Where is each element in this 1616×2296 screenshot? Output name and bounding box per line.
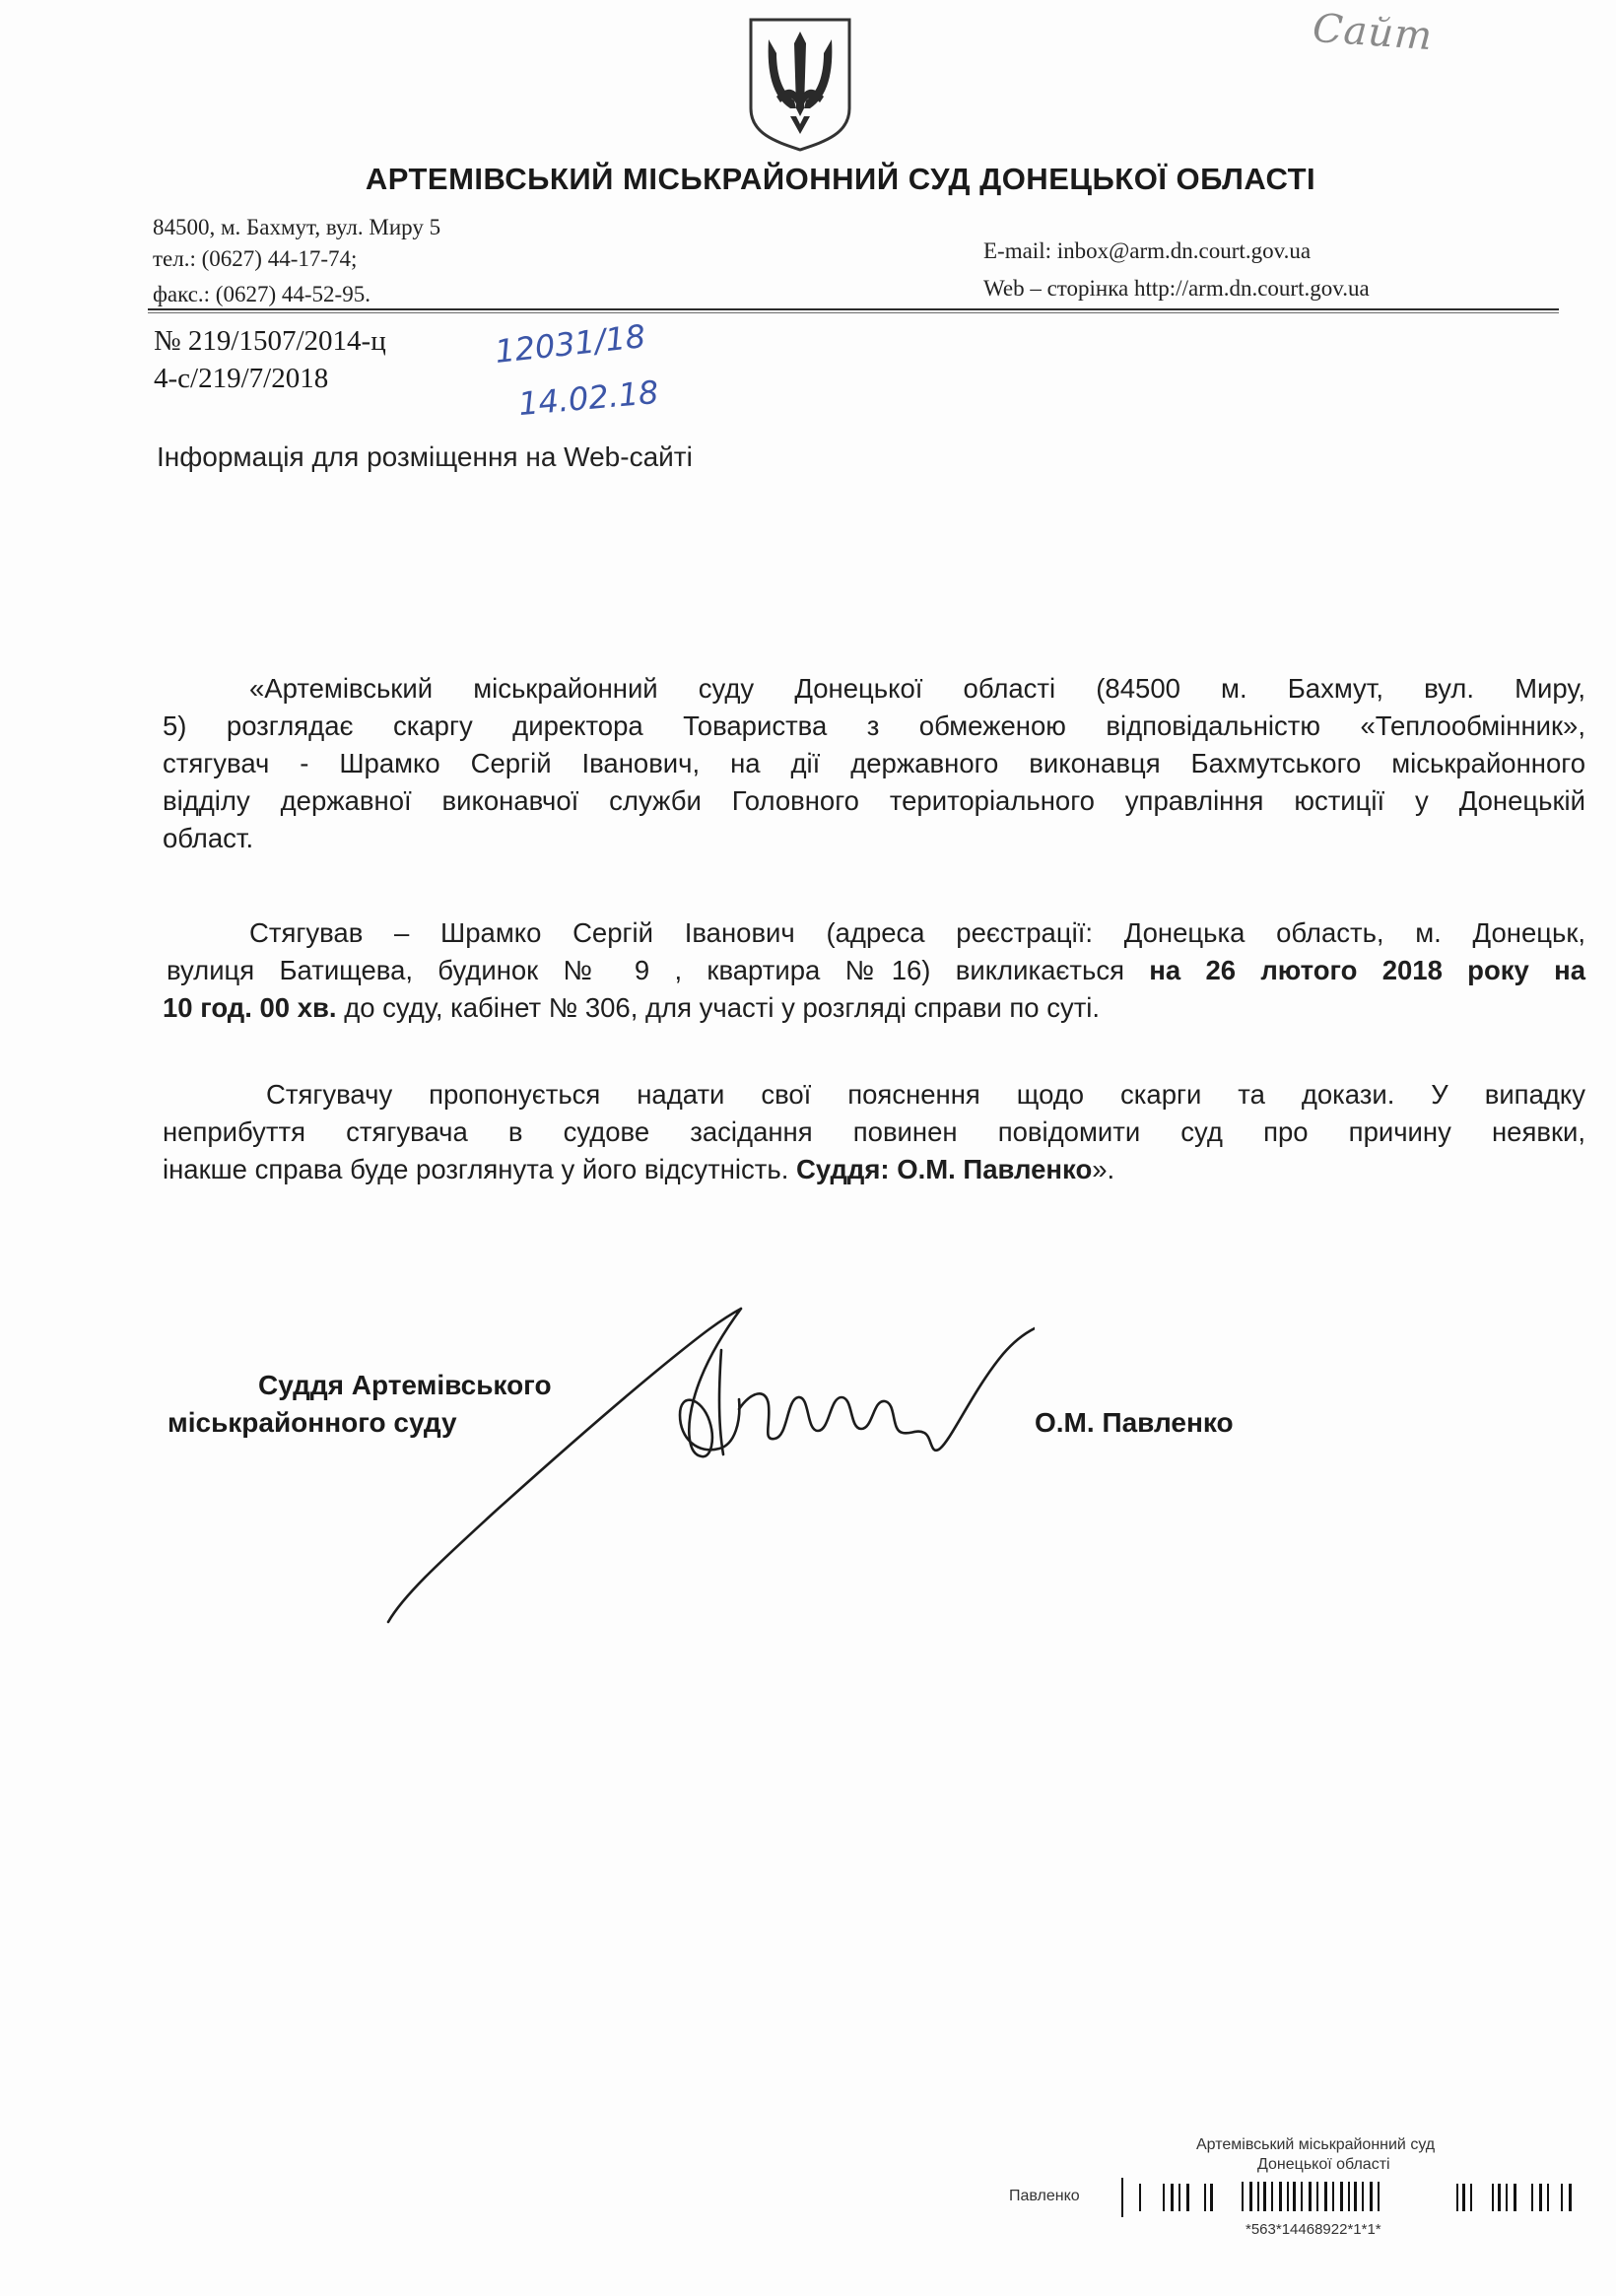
paragraph-line: вулиця Батищева, будинок № 9 , квартира №16) викликається на 26 лютого 2018 року на (167, 955, 1585, 985)
paragraph-line: стягувач - Шрамко Сергій Іванович, на дії державного виконавця Бахмутського міськрайонного (163, 748, 1585, 778)
paragraph-line: 10 год. 00 хв. до суду, кабінет № 306, для участі у розгляді справи по суті. (163, 992, 1101, 1023)
signatory-name: О.М. Павленко (1035, 1407, 1234, 1438)
court-address: 84500, м. Бахмут, вул. Миру 5 (153, 215, 441, 239)
case-subnumber: 4-с/219/7/2018 (154, 363, 329, 394)
paragraph-line: Стягувачу пропонується надати свої пояснення щодо скарги та докази. У випадку (266, 1079, 1585, 1110)
court-name-heading: АРТЕМІВСЬКИЙ МІСЬКРАЙОННИЙ СУД ДОНЕЦЬКОЇ ОБЛАСТІ (365, 162, 1316, 196)
coat-of-arms-icon (747, 14, 853, 152)
paragraph-line: відділу державної виконавчої служби Головного територіального управління юстиції у Донецькій (163, 785, 1585, 816)
stamp-court-line1: Артемівський міськрайонний суд (1196, 2136, 1436, 2153)
case-number: № 219/1507/2014-ц (154, 325, 386, 357)
paragraph-line: 5) розглядає скаргу директора Товариства з обмеженою відповідальністю «Теплообмінник», (163, 710, 1585, 741)
body-paragraph-3 (163, 1076, 1585, 1188)
handwritten-site-note: Сайт (1311, 5, 1435, 60)
barcode-number: *563*14468922*1*1* (1246, 2221, 1381, 2238)
paragraph-line: Стягував – Шрамко Сергій Іванович (адреса реєстрації: Донецька область, м. Донецьк, (249, 917, 1585, 948)
paragraph-line: област. (163, 823, 254, 853)
barcode-icon (1117, 2178, 1579, 2217)
court-website: Web – сторінка http://arm.dn.court.gov.ua (983, 276, 1370, 301)
judge-name-inline: Суддя: О.М. Павленко (795, 1154, 1093, 1184)
stamp-court-line2: Донецької області (1257, 2156, 1390, 2173)
paragraph-line: неприбуття стягувача в судове засідання повинен повідомити суд про причину неявки, (163, 1116, 1585, 1147)
court-email: E-mail: inbox@arm.dn.court.gov.ua (983, 238, 1312, 263)
handwritten-registration-date: 14.02.18 (516, 372, 660, 424)
signatory-title-line1: Суддя Артемівського (258, 1370, 552, 1400)
stamp-recipient: Павленко (1009, 2188, 1080, 2204)
paragraph-line: «Артемівський міськрайонний суду Донецької області (84500 м. Бахмут, вул. Миру, (249, 673, 1585, 704)
body-paragraph-2 (163, 914, 1585, 1027)
hearing-time: 10 год. 00 хв. (163, 992, 337, 1023)
header-divider (148, 308, 1559, 310)
paragraph-line: інакше справа буде розглянута у його відсутність. Суддя: О.М. Павленко». (163, 1154, 1115, 1184)
header-divider-thin (148, 312, 1559, 313)
document-subject: Інформація для розміщення на Web-сайті (157, 441, 693, 472)
hearing-date: на 26 лютого 2018 року на (1149, 955, 1585, 985)
body-paragraph-1 (163, 670, 1585, 857)
signatory-title-line2: міськрайонного суду (168, 1407, 457, 1438)
court-fax: факс.: (0627) 44-52-95. (153, 282, 370, 306)
handwritten-registration-number: 12031/18 (493, 317, 647, 371)
handwritten-signature (384, 1281, 1035, 1646)
court-phone: тел.: (0627) 44-17-74; (153, 246, 358, 271)
